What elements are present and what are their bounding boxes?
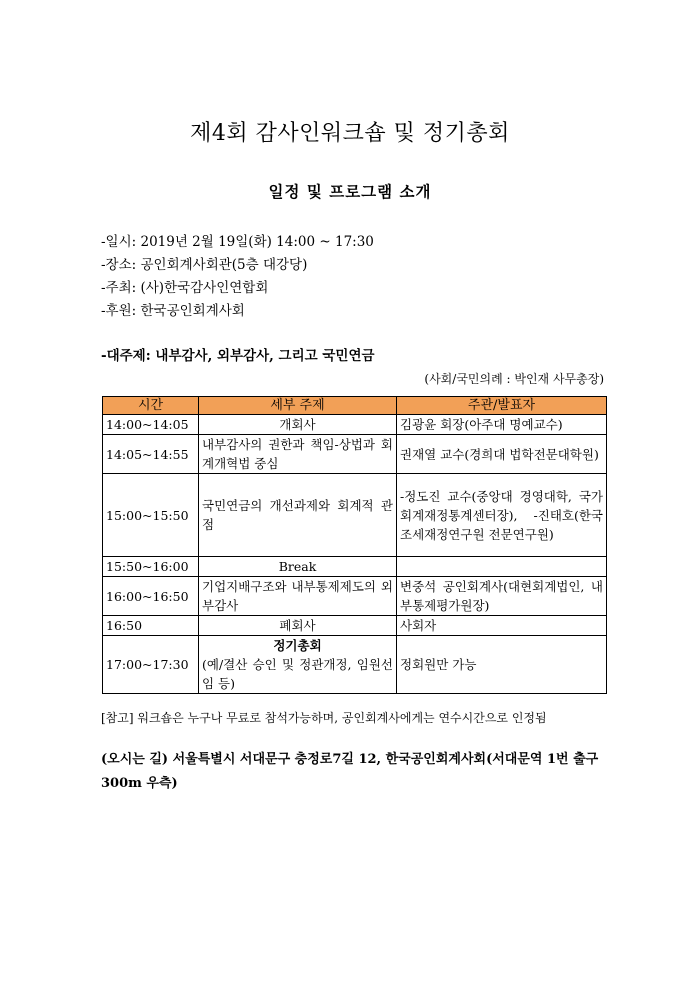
row-topic: 폐회사: [199, 616, 397, 636]
info-host: -주최: (사)한국감사인연합회: [101, 280, 269, 296]
row-presenter: 변중석 공인회계사(대현회계법인, 내부통제평가원장): [397, 577, 607, 616]
info-venue: -장소: 공인회계사회관(5층 대강당): [101, 257, 308, 273]
schedule-table: [102, 396, 607, 694]
row-presenter: 권재열 교수(경희대 법학전문대학원): [397, 435, 607, 474]
row-topic: 개회사: [199, 415, 397, 435]
row-time: 17:00~17:30: [103, 636, 199, 694]
row-time: 16:00~16:50: [103, 577, 199, 616]
table-row: [103, 415, 607, 435]
row-time: 16:50: [103, 616, 199, 636]
header-presenter: 주관/발표자: [397, 397, 607, 415]
header-topic: 세부 주제: [199, 397, 397, 415]
directions-text: (오시는 길) 서울특별시 서대문구 충정로7길 12, 한국공인회계사회(서대문역 1번 출구 300m 우측): [101, 752, 599, 791]
document-title: 제4회 감사인워크숍 및 정기총회: [190, 121, 510, 146]
info-date: -일시: 2019년 2월 19일(화) 14:00 ~ 17:30: [101, 234, 374, 250]
row-presenter: [397, 557, 607, 577]
row-topic-title: 정기총회: [273, 638, 322, 653]
table-row: [103, 474, 607, 557]
document-subtitle: 일정 및 프로그램 소개: [268, 182, 432, 201]
table-row: [103, 616, 607, 636]
table-row: [103, 577, 607, 616]
row-time: 15:00~15:50: [103, 474, 199, 557]
row-time: 14:00~14:05: [103, 415, 199, 435]
row-topic: Break: [199, 557, 397, 577]
table-header-row: [103, 397, 607, 415]
moderator-note: (사회/국민의례 : 박인재 사무총장): [424, 372, 604, 386]
row-topic-cell: [199, 636, 397, 694]
row-presenter: 정회원만 가능: [397, 636, 607, 694]
row-presenter: 김광윤 회장(아주대 명예교수): [397, 415, 607, 435]
row-time: 15:50~16:00: [103, 557, 199, 577]
row-topic: 국민연금의 개선과제와 회계적 관점: [199, 474, 397, 557]
table-row: [103, 557, 607, 577]
row-presenter: 사회자: [397, 616, 607, 636]
header-time: 시간: [103, 397, 199, 415]
table-row: [103, 435, 607, 474]
info-sponsor: -후원: 한국공인회계사회: [101, 303, 245, 319]
row-topic: 내부감사의 권한과 책임-상법과 회계개혁법 중심: [199, 435, 397, 474]
row-topic: (예/결산 승인 및 정관개정, 임원선임 등): [202, 657, 393, 691]
row-presenter: -정도진 교수(중앙대 경영대학, 국가회계재정통계센터장), -진태호(한국조세재정연구원 전문연구원): [397, 474, 607, 557]
row-time: 14:05~14:55: [103, 435, 199, 474]
main-theme: -대주제: 내부감사, 외부감사, 그리고 국민연금: [101, 348, 375, 364]
row-topic: 기업지배구조와 내부통제제도의 외부감사: [199, 577, 397, 616]
table-row: [103, 636, 607, 694]
note-text: [참고] 워크숍은 누구나 무료로 참석가능하며, 공인회계사에게는 연수시간으로 인정됨: [101, 711, 547, 725]
